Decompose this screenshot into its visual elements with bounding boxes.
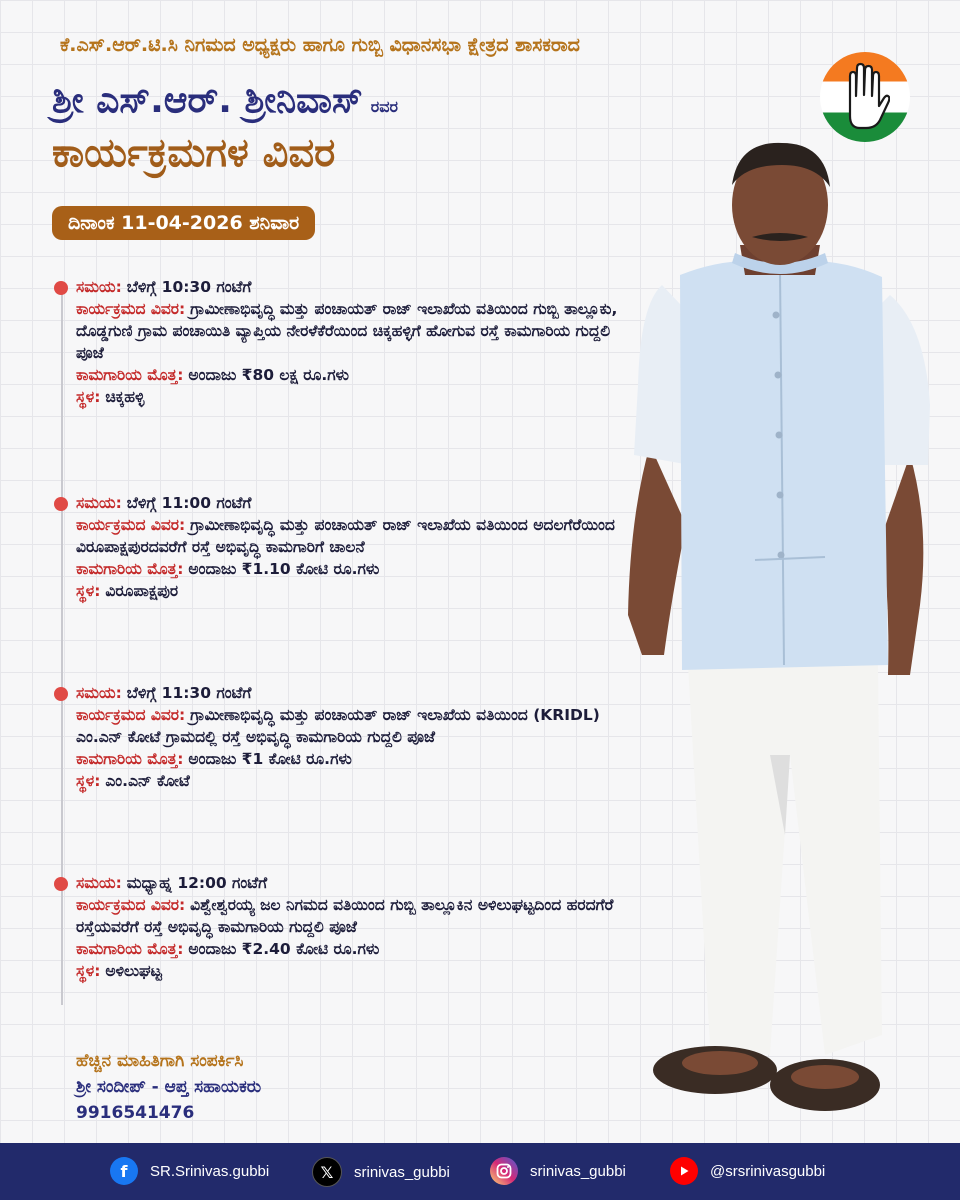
event-amount: ಅಂದಾಜು ₹1 ಕೋಟಿ ರೂ.ಗಳು [188,750,352,768]
event-place: ಎಂ.ಎನ್ ಕೋಟೆ [105,772,190,790]
social-facebook[interactable] [110,1157,269,1185]
details-label: ಕಾರ್ಯಕ್ರಮದ ವಿವರ: [76,516,186,534]
event-place: ಚಿಕ್ಕಹಳ್ಳಿ [105,388,145,406]
program-title: ಕಾರ್ಯಕ್ರಮಗಳ ವಿವರ [52,130,336,176]
event-time: ಮಧ್ಯಾಹ್ನ 12:00 ಗಂಟೆಗೆ [126,874,268,892]
place-label: ಸ್ಥಳ: [76,962,101,980]
contact-phone[interactable]: 9916541476 [76,1103,195,1123]
footer-social-bar [0,1143,960,1200]
time-label: ಸಮಯ: [76,278,122,296]
contact-block [76,1048,261,1126]
time-label: ಸಮಯ: [76,494,122,512]
time-label: ಸಮಯ: [76,874,122,892]
hand-icon [840,62,890,134]
event-details: ಗ್ರಾಮೀಣಾಭಿವೃದ್ಧಿ ಮತ್ತು ಪಂಚಾಯತ್ ರಾಜ್ ಇಲಾಖೆಯ ವತಿಯಿಂದ ಗುಬ್ಬಿ ತಾಲ್ಲೂಕು, ದೊಡ್ಡಗುಣಿ ಗ್ರಾಮ ಪಂಚಾಯಿತಿ ವ್ಯಾಪ್ತಿಯ ನೇರಳೆಕೆರೆಯಿಂದ ಚಿಕ್ಕಹಳ್ಳಿಗೆ ಹೋಗುವ ರಸ್ತೆ ಕಾಮಗಾರಿಯ ಗುದ್ದಲಿ ಪೂಜೆ [76,300,618,362]
facebook-icon: f [110,1157,138,1185]
details-label: ಕಾರ್ಯಕ್ರಮದ ವಿವರ: [76,706,186,724]
event-item [52,872,622,982]
event-place: ವಿರೂಪಾಕ್ಷಪುರ [105,582,179,600]
amount-label: ಕಾಮಗಾರಿಯ ಮೊತ್ತ: [76,560,184,578]
contact-heading: ಹೆಚ್ಚಿನ ಮಾಹಿತಿಗಾಗಿ ಸಂಪರ್ಕಿಸಿ [76,1051,244,1071]
instagram-icon [490,1157,518,1185]
time-label: ಸಮಯ: [76,684,122,702]
event-details: ವಿಶ್ವೇಶ್ವರಯ್ಯ ಜಲ ನಿಗಮದ ವತಿಯಿಂದ ಗುಬ್ಬಿ ತಾಲ್ಲೂಕಿನ ಅಳಿಲುಘಟ್ಟದಿಂದ ಹರದಗೆರೆ ರಸ್ತೆಯವರೆಗೆ ರಸ್ತೆ ಅಭಿವೃದ್ಧಿ ಕಾಮಗಾರಿಯ ಗುದ್ದಲಿ ಪೂಜೆ [76,896,614,936]
timeline-dot [54,281,68,295]
event-place: ಅಳಿಲುಘಟ್ಟ [105,962,162,980]
event-item [52,276,622,408]
event-amount: ಅಂದಾಜು ₹2.40 ಕೋಟಿ ರೂ.ಗಳು [188,940,380,958]
party-logo [820,52,910,142]
social-youtube[interactable] [670,1157,825,1185]
social-x[interactable] [312,1157,450,1187]
event-item [52,682,622,792]
place-label: ಸ್ಥಳ: [76,582,101,600]
leader-name: ಶ್ರೀ ಎಸ್.ಆರ್. ಶ್ರೀನಿವಾಸ್ [52,80,363,121]
event-time: ಬೆಳಿಗ್ಗೆ 11:30 ಗಂಟೆಗೆ [126,684,252,702]
social-handle: SR.Srinivas.gubbi [150,1162,270,1180]
timeline-dot [54,877,68,891]
amount-label: ಕಾಮಗಾರಿಯ ಮೊತ್ತ: [76,940,184,958]
timeline-dot [54,497,68,511]
date-badge: ದಿನಾಂಕ 11-04-2026 ಶನಿವಾರ [52,206,315,240]
x-icon: 𝕏 [312,1157,342,1187]
youtube-icon [670,1157,698,1185]
social-handle: @srsrinivasgubbi [710,1162,826,1180]
details-label: ಕಾರ್ಯಕ್ರಮದ ವಿವರ: [76,300,186,318]
place-label: ಸ್ಥಳ: [76,388,101,406]
event-item [52,492,622,602]
event-amount: ಅಂದಾಜು ₹80 ಲಕ್ಷ ರೂ.ಗಳು [188,366,349,384]
leader-name-line [52,80,398,122]
header-subtitle: ಕೆ.ಎಸ್.ಆರ್.ಟಿ.ಸಿ ನಿಗಮದ ಅಧ್ಯಕ್ಷರು ಹಾಗೂ ಗುಬ್ಬಿ ವಿಧಾನಸಭಾ ಕ್ಷೇತ್ರದ ಶಾಸಕರಾದ [60,34,580,56]
details-label: ಕಾರ್ಯಕ್ರಮದ ವಿವರ: [76,896,186,914]
event-time: ಬೆಳಿಗ್ಗೆ 10:30 ಗಂಟೆಗೆ [126,278,252,296]
contact-name: ಶ್ರೀ ಸಂದೀಪ್ - ಆಪ್ತ ಸಹಾಯಕರು [76,1077,262,1097]
social-handle: srinivas_gubbi [530,1162,626,1180]
amount-label: ಕಾಮಗಾರಿಯ ಮೊತ್ತ: [76,750,184,768]
place-label: ಸ್ಥಳ: [76,772,101,790]
event-details: ಗ್ರಾಮೀಣಾಭಿವೃದ್ಧಿ ಮತ್ತು ಪಂಚಾಯತ್ ರಾಜ್ ಇಲಾಖೆಯ ವತಿಯಿಂದ ಅದಲಗೆರೆಯಿಂದ ವಿರೂಪಾಕ್ಷಪುರದವರೆಗೆ ರಸ್ತೆ ಅಭಿವೃದ್ಧಿ ಕಾಮಗಾರಿಗೆ ಚಾಲನೆ [76,516,615,556]
event-details: ಗ್ರಾಮೀಣಾಭಿವೃದ್ಧಿ ಮತ್ತು ಪಂಚಾಯತ್ ರಾಜ್ ಇಲಾಖೆಯ ವತಿಯಿಂದ (KRIDL) ಎಂ.ಎನ್ ಕೋಟೆ ಗ್ರಾಮದಲ್ಲಿ ರಸ್ತೆ ಅಭಿವೃದ್ಧಿ ಕಾಮಗಾರಿಯ ಗುದ್ದಲಿ ಪೂಜೆ [76,706,600,746]
social-instagram[interactable] [490,1157,626,1185]
event-amount: ಅಂದಾಜು ₹1.10 ಕೋಟಿ ರೂ.ಗಳು [188,560,380,578]
leader-photo [620,135,950,1135]
leader-name-suffix: ರವರ [370,97,398,116]
timeline-dot [54,687,68,701]
social-handle: srinivas_gubbi [354,1163,450,1181]
event-time: ಬೆಳಿಗ್ಗೆ 11:00 ಗಂಟೆಗೆ [126,494,252,512]
amount-label: ಕಾಮಗಾರಿಯ ಮೊತ್ತ: [76,366,184,384]
